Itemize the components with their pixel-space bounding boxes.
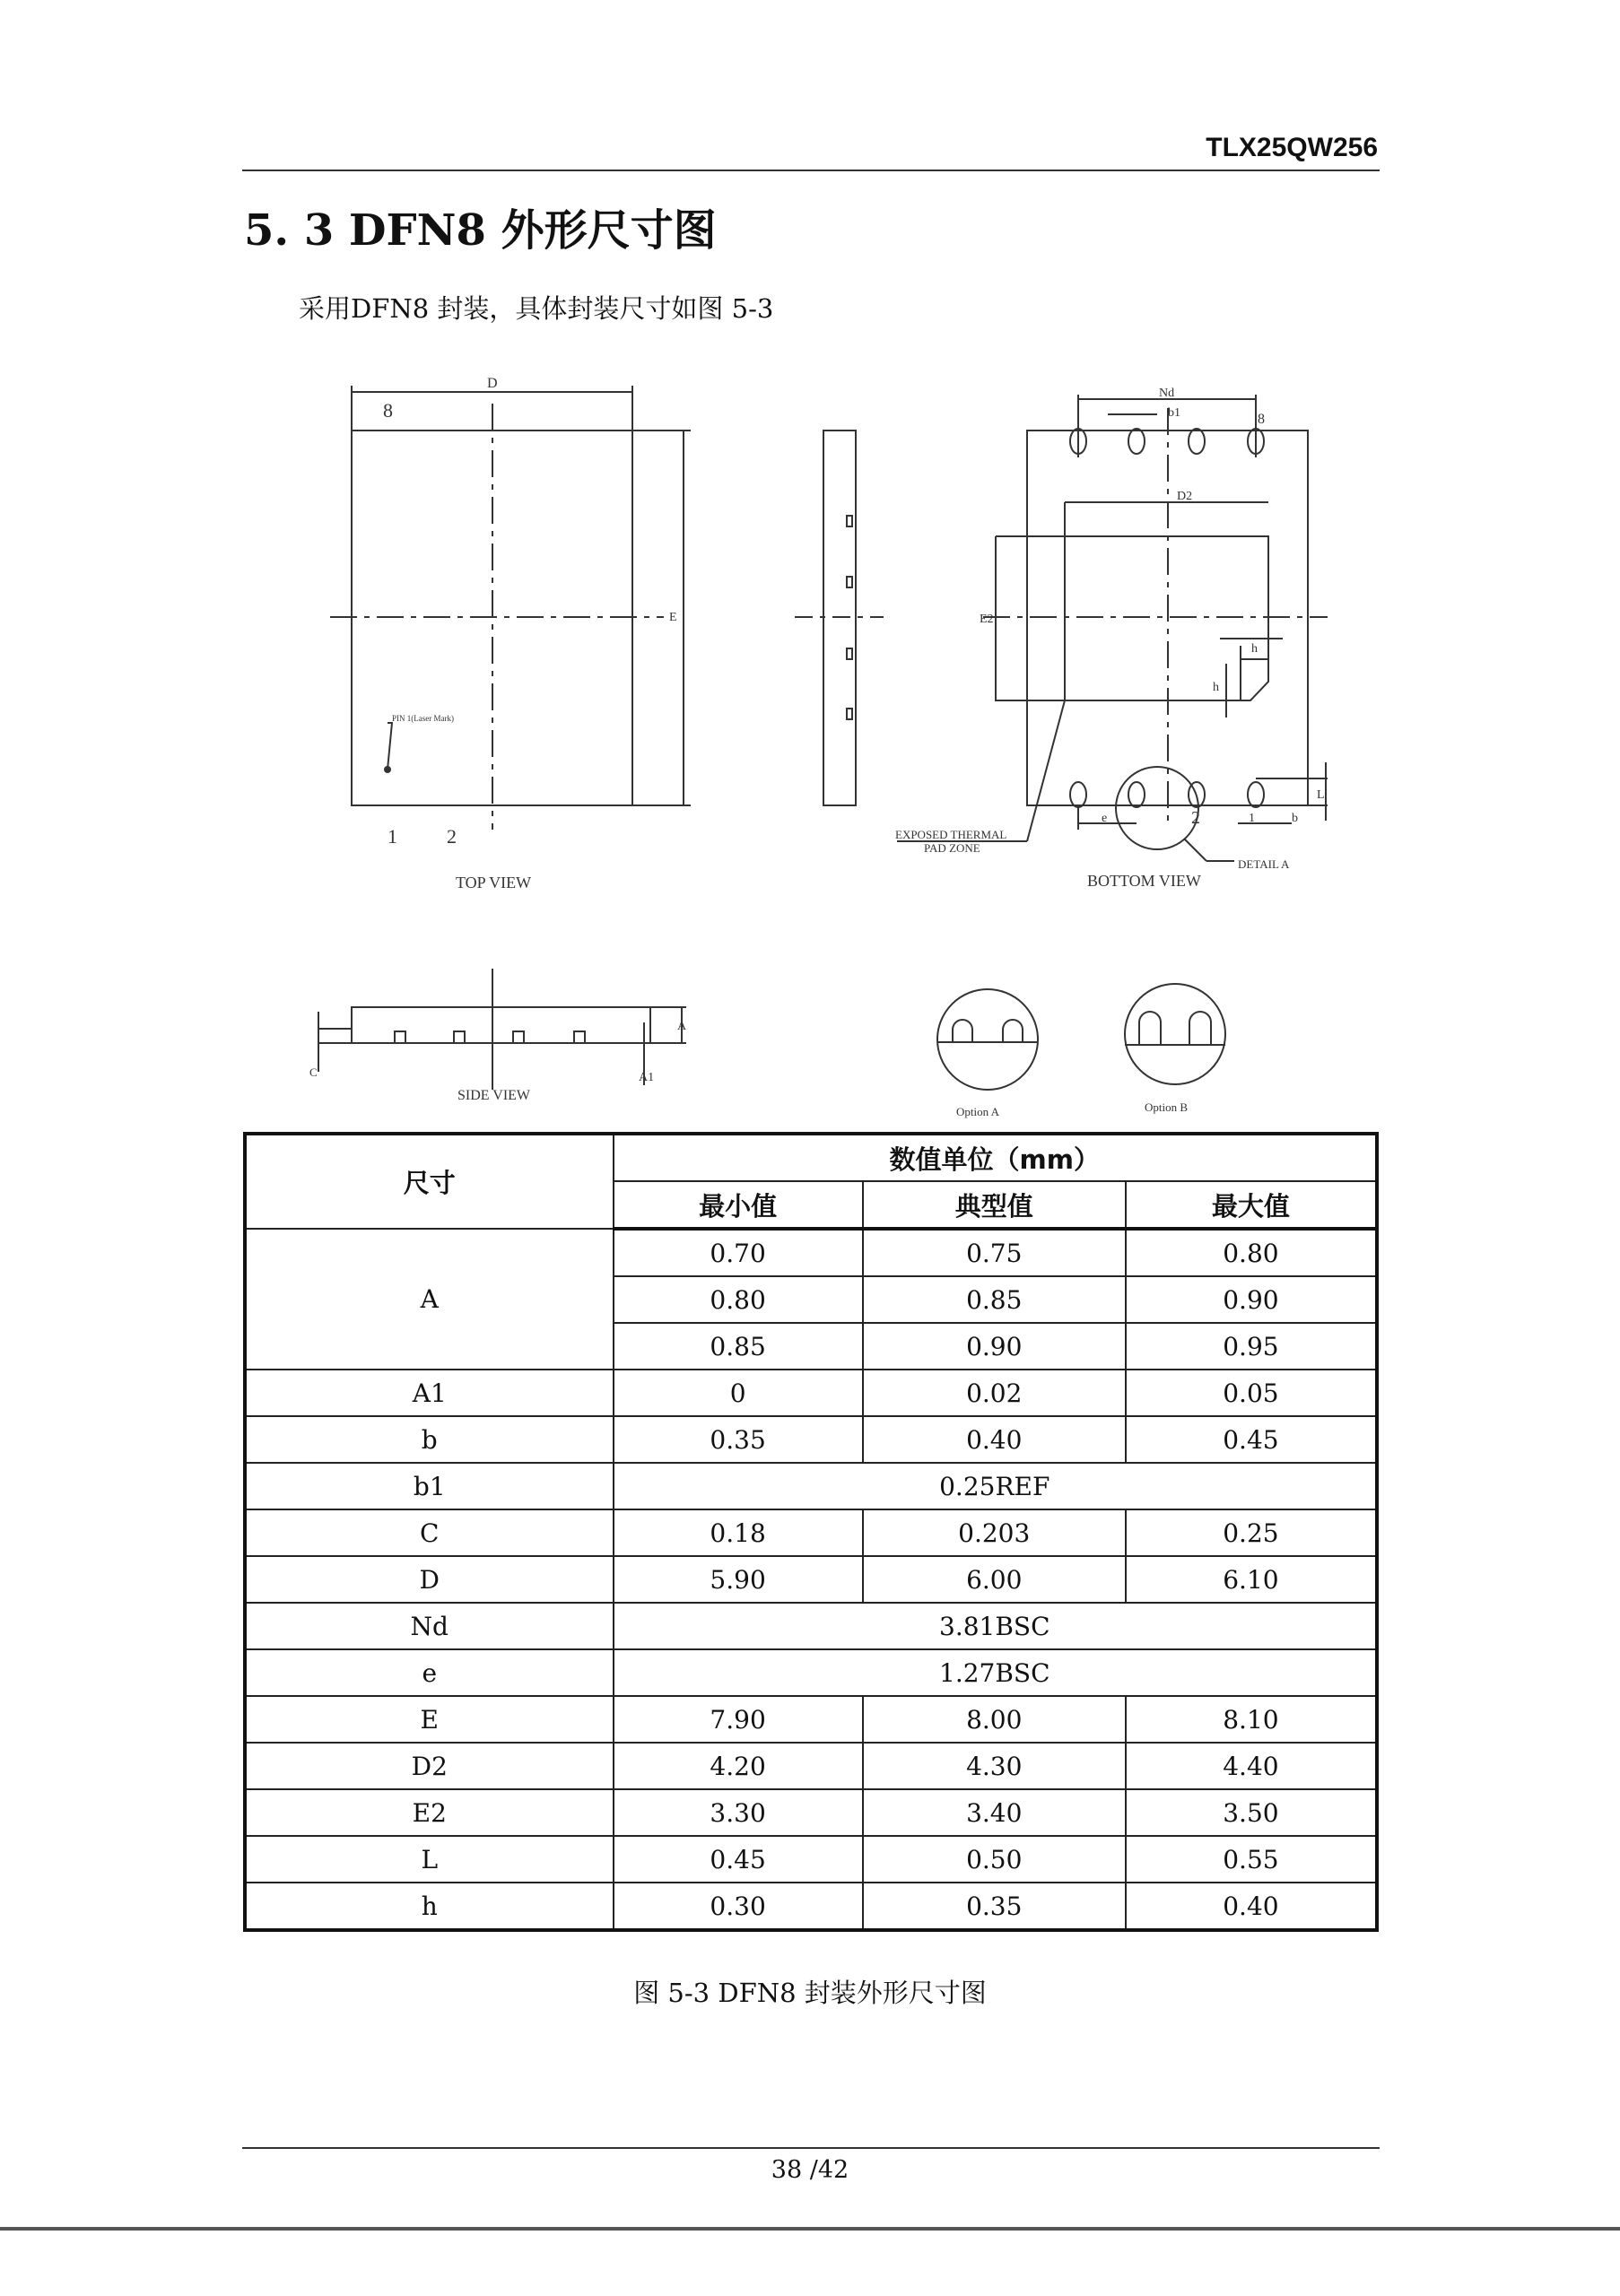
value-min: 4.20 [614,1743,863,1789]
table-row [245,1229,1377,1276]
value-max: 6.10 [1126,1556,1377,1603]
value-min: 0.85 [614,1323,863,1370]
dim-b1-label: b1 [1168,406,1180,420]
value-min: 0.30 [614,1883,863,1930]
pin1-label: 1 [388,825,397,848]
value-min: 0.35 [614,1416,863,1463]
value-max: 8.10 [1126,1696,1377,1743]
option-a-label: Option A [956,1105,1000,1118]
pin2-label: 2 [447,825,457,848]
dim-d2-label: D2 [1177,490,1193,503]
dimension-name: D [245,1556,614,1603]
value-min: 0.45 [614,1836,863,1883]
dim-e2-label: E2 [980,613,994,626]
pin8-label-bottom: 8 [1258,412,1265,427]
package-outline-drawing [0,0,1620,1130]
value-min: 0.18 [614,1509,863,1556]
dimension-name: e [245,1649,614,1696]
page-number: 38 /42 [771,2156,849,2184]
table-row [245,1603,1377,1649]
section-intro: 采用DFN8 封装，具体封装尺寸如图 5-3 [299,293,774,324]
value-min: 7.90 [614,1696,863,1743]
pin2-label-bottom: 2 [1191,808,1200,828]
dimension-name: E [245,1696,614,1743]
value-min: 0 [614,1370,863,1416]
pad-zone-label-2: PAD ZONE [924,841,980,855]
header-typ: 典型值 [863,1181,1126,1229]
header-max: 最大值 [1126,1181,1377,1229]
dimension-name: C [245,1509,614,1556]
section-title: 5. 3 DFN8 外形尺寸图 [244,205,717,256]
side-view [309,969,687,1103]
value-min: 0.70 [614,1229,863,1276]
dim-h2-label: h [1213,681,1219,694]
dimension-name: L [245,1836,614,1883]
dim-nd-label: Nd [1159,387,1175,400]
header-min: 最小值 [614,1181,863,1229]
side-view-vertical [795,430,884,805]
side-view-label: SIDE VIEW [457,1088,531,1103]
value-max: 0.80 [1126,1229,1377,1276]
value-typ: 6.00 [863,1556,1126,1603]
value-typ: 4.30 [863,1743,1126,1789]
value-span: 0.25REF [614,1463,1377,1509]
table-row [245,1836,1377,1883]
dim-h-label: h [1251,642,1258,656]
dim-c-label: C [309,1065,318,1079]
option-details [937,984,1225,1118]
bottom-view-label: BOTTOM VIEW [1087,872,1201,890]
document-id: TLX25QW256 [1206,133,1378,162]
table-row [245,1416,1377,1463]
value-max: 0.05 [1126,1370,1377,1416]
dimension-name: A [245,1229,614,1370]
value-min: 5.90 [614,1556,863,1603]
table-row [245,1696,1377,1743]
pad-zone-label-1: EXPOSED THERMAL [895,828,1007,841]
header-unit: 数值单位（mm） [614,1134,1377,1181]
value-typ: 0.40 [863,1416,1126,1463]
table-row [245,1556,1377,1603]
figure-caption: 图 5-3 DFN8 封装外形尺寸图 [633,1978,987,2008]
dim-l-label-small: 1 [1249,812,1255,825]
value-typ: 0.85 [863,1276,1126,1323]
table-row [245,1463,1377,1509]
value-min: 0.80 [614,1276,863,1323]
value-typ: 0.90 [863,1323,1126,1370]
value-max: 0.55 [1126,1836,1377,1883]
dimension-name: Nd [245,1603,614,1649]
header-dimension: 尺寸 [245,1134,614,1229]
dim-l-label: L [1317,788,1325,802]
dimension-table [243,1132,1379,1932]
table-row [245,1883,1377,1930]
value-max: 0.25 [1126,1509,1377,1556]
footer-divider [242,2147,1380,2149]
detail-a-label: DETAIL A [1238,857,1290,871]
table-row [245,1743,1377,1789]
table-row [245,1649,1377,1696]
page-bottom-edge [0,2227,1620,2231]
dimension-name: b [245,1416,614,1463]
dimension-name: E2 [245,1789,614,1836]
value-typ: 0.50 [863,1836,1126,1883]
value-min: 3.30 [614,1789,863,1836]
value-typ: 0.02 [863,1370,1126,1416]
dim-a-label: A [677,1020,687,1033]
table-row [245,1509,1377,1556]
value-typ: 0.203 [863,1509,1126,1556]
dim-a1-label: A1 [639,1071,655,1084]
dim-d-label: D [487,376,498,391]
pin1-mark-label: PIN 1(Laser Mark) [392,714,454,723]
value-max: 0.95 [1126,1323,1377,1370]
option-b-label: Option B [1145,1100,1189,1114]
dim-e-label: E [669,611,677,624]
value-max: 4.40 [1126,1743,1377,1789]
value-typ: 0.35 [863,1883,1126,1930]
value-span: 1.27BSC [614,1649,1377,1696]
value-typ: 0.75 [863,1229,1126,1276]
value-typ: 3.40 [863,1789,1126,1836]
pin8-label: 8 [383,399,393,422]
table-row [245,1789,1377,1836]
top-view-label: TOP VIEW [456,874,532,891]
dim-e-label-bottom: e [1102,812,1108,825]
dimension-name: h [245,1883,614,1930]
value-max: 3.50 [1126,1789,1377,1836]
value-max: 0.45 [1126,1416,1377,1463]
value-typ: 8.00 [863,1696,1126,1743]
dimension-name: D2 [245,1743,614,1789]
value-span: 3.81BSC [614,1603,1377,1649]
bottom-view [895,387,1328,890]
dim-b-label: b [1292,812,1298,825]
dimension-name: A1 [245,1370,614,1416]
table-row [245,1370,1377,1416]
top-view [330,376,691,891]
dimension-name: b1 [245,1463,614,1509]
value-max: 0.90 [1126,1276,1377,1323]
value-max: 0.40 [1126,1883,1377,1930]
